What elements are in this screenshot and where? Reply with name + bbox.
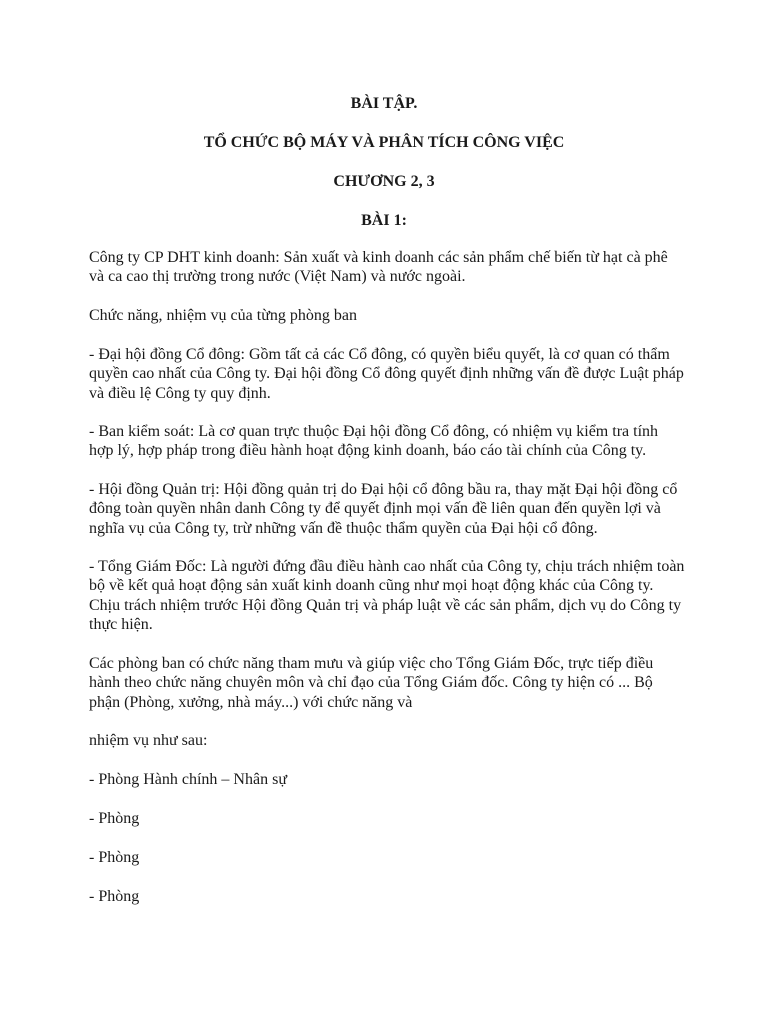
chapter-heading: CHƯƠNG 2, 3: [333, 173, 435, 190]
exercise-heading: BÀI 1:: [361, 212, 407, 229]
duties-paragraph: nhiệm vụ như sau:: [89, 732, 208, 749]
shareholders-meeting-paragraph: - Đại hội đồng Cổ đông: Gồm tất cả các Cổ đông, có quyền biểu quyết, là cơ quan có thẩm quyền cao nhất của Công ty. Đại hội đồng Cổ đông quyết định những vấn đề được Luật pháp và điều lệ Công ty quy định.: [89, 346, 684, 402]
supervisory-board-paragraph: - Ban kiểm soát: Là cơ quan trực thuộc Đại hội đồng Cổ đông, có nhiệm vụ kiểm tra tính hợp lý, hợp pháp trong điều hành hoạt động kinh doanh, báo cáo tài chính của Công ty.: [89, 423, 659, 460]
department-list-item: - Phòng: [89, 888, 140, 905]
departments-paragraph: Các phòng ban có chức năng tham mưu và giúp việc cho Tổng Giám Đốc, trực tiếp điều hành theo chức năng chuyên môn và chỉ đạo của Tổng Giám đốc. Công ty hiện có ... Bộ phận (Phòng, xưởng, nhà máy...) với chức năng và: [89, 655, 654, 711]
department-list-item: - Phòng: [89, 849, 140, 866]
document-subtitle: TỔ CHỨC BỘ MÁY VÀ PHÂN TÍCH CÔNG VIỆC: [203, 134, 565, 151]
general-director-paragraph: - Tổng Giám Đốc: Là người đứng đầu điều hành cao nhất của Công ty, chịu trách nhiệm toàn bộ về kết quả hoạt động sản xuất kinh doanh cũng như mọi hoạt động khác của Công ty. Chịu trách nhiệm trước Hội đồng Quản trị và pháp luật về các sản phẩm, dịch vụ do Công ty thực hiện.: [89, 558, 685, 633]
intro-paragraph: Công ty CP DHT kinh doanh: Sản xuất và kinh doanh các sản phẩm chế biến từ hạt cà phê và ca cao thị trường trong nước (Việt Nam) và nước ngoài.: [89, 249, 668, 286]
document-title: BÀI TẬP.: [350, 95, 418, 112]
department-list-item: - Phòng: [89, 810, 140, 827]
department-list-item: - Phòng Hành chính – Nhân sự: [89, 771, 287, 788]
functions-paragraph: Chức năng, nhiệm vụ của từng phòng ban: [89, 307, 357, 324]
board-of-directors-paragraph: - Hội đồng Quản trị: Hội đồng quản trị do Đại hội cổ đông bầu ra, thay mặt Đại hội đồng cổ đông toàn quyền nhân danh Công ty để quyết định mọi vấn đề liên quan đến quyền lợi và nghĩa vụ của Công ty, trừ những vấn đề thuộc thẩm quyền của Đại hội cổ đông.: [89, 481, 678, 537]
